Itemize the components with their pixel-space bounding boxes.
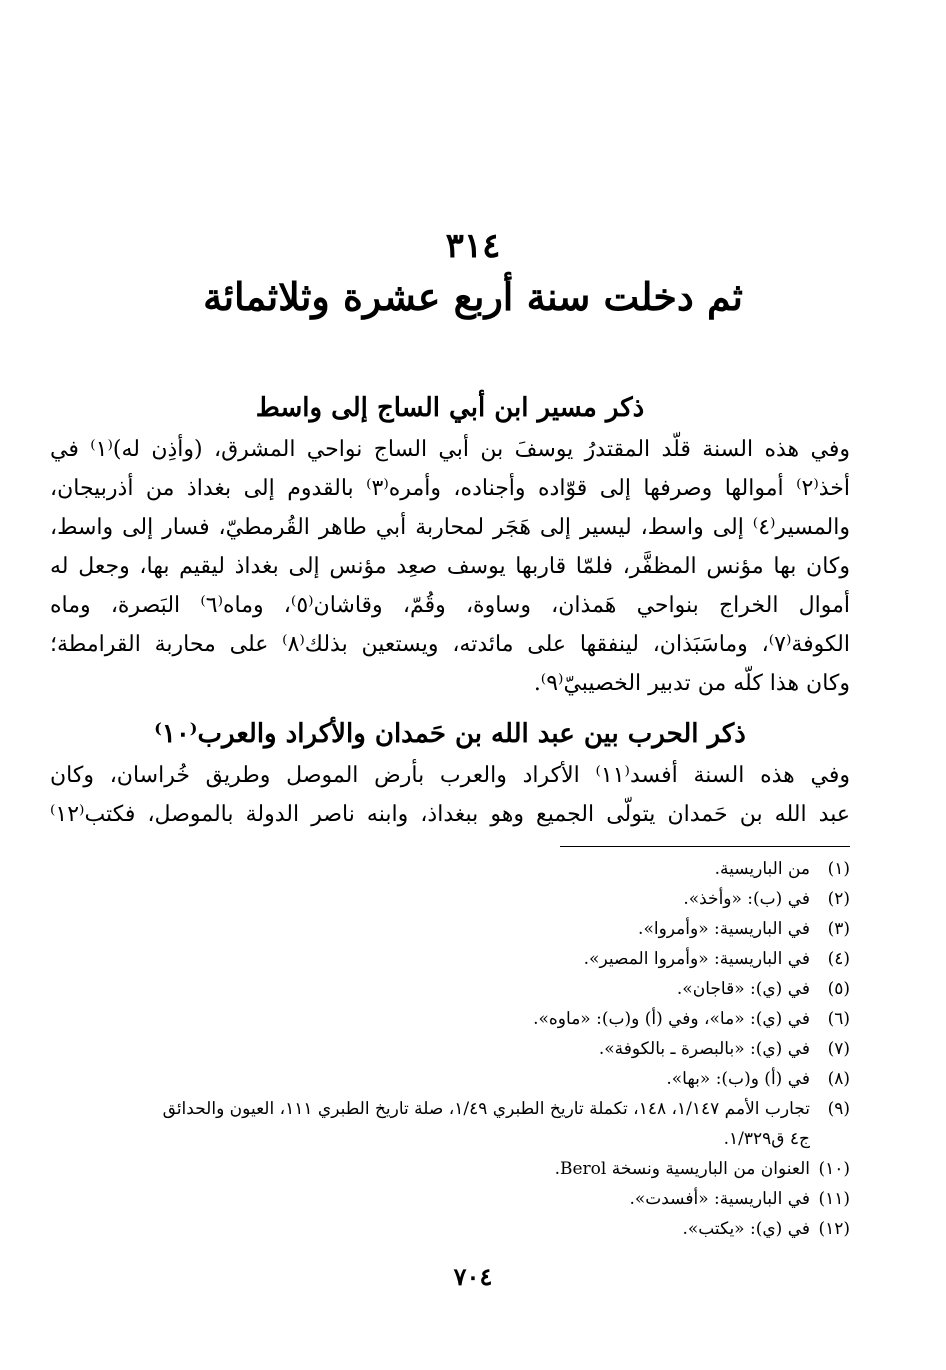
- text-line: الكوفة⁽٧⁾، وماسَبَذان، لينفقها على مائدته، ويستعين بذلك⁽٨⁾ على محاربة القرامطة؛: [50, 632, 850, 657]
- text-line: وفي هذه السنة أفسد⁽١١⁾ الأكراد والعرب بأرض الموصل وطريق خُراسان، وكان: [50, 763, 850, 788]
- section-body: [50, 430, 850, 703]
- footnote-text: تجارب الأمم ١/١٤٧، ١٤٨، تكملة تاريخ الطبري ١/٤٩، صلة تاريخ الطبري ١١١، العيون والحدائق: [162, 1099, 810, 1119]
- footnote-item: [50, 1184, 850, 1214]
- footnote-item: [50, 884, 850, 914]
- footnote-mark: (٣): [827, 919, 850, 939]
- footnote-text: في الباريسية: «وأمروا المصير».: [583, 949, 810, 969]
- footnote-mark: (١): [827, 859, 850, 879]
- footnote-text: في (ب): «وأخذ».: [683, 889, 810, 909]
- footnote-mark: (٩): [827, 1099, 850, 1119]
- footnote-item: [50, 974, 850, 1004]
- footnote-text: في (أ) و(ب): «بها».: [666, 1069, 810, 1089]
- text-line: أموال الخراج بنواحي هَمذان، وساوة، وقُمّ، وقاشان⁽٥⁾، وماه⁽٦⁾ البَصرة، وماه: [50, 593, 850, 618]
- footnote-item: [50, 914, 850, 944]
- footnote-mark: (٥): [827, 979, 850, 999]
- year-number: ٣١٤: [445, 226, 501, 266]
- footnote-mark: (١٠): [818, 1159, 850, 1179]
- footnotes: [50, 854, 850, 1244]
- footnote-mark: (٦): [827, 1009, 850, 1029]
- footnote-mark: (٤): [827, 949, 850, 969]
- footnote-text: في (ي): «قاجان».: [676, 979, 810, 999]
- section-heading: ذكر الحرب بين عبد الله بن حَمدان والأكراد والعرب⁽١٠⁾: [154, 719, 746, 749]
- text-line: وكان هذا كلّه من تدبير الخصيبيّ⁽٩⁾.: [533, 671, 850, 696]
- footnote-item: [50, 1154, 850, 1184]
- footnote-item: [50, 1094, 850, 1124]
- text-line: والمسير⁽٤⁾ إلى واسط، ليسير إلى هَجَر لمحاربة أبي طاهر القُرمطيّ، فسار إلى واسط،: [50, 515, 850, 540]
- footnote-mark: (١٢): [818, 1219, 850, 1239]
- footnote-item: [50, 854, 850, 884]
- footnote-mark: (٢): [827, 889, 850, 909]
- footnote-mark: (٧): [827, 1039, 850, 1059]
- text-line: وكان بها مؤنس المظفَّر، فلمّا قاربها يوسف صعِد مؤنس إلى بغداذ ليقيم بها، وجعل له: [50, 554, 850, 579]
- section-body: [50, 756, 850, 834]
- text-line: أخذ⁽٢⁾ أموالها وصرفها إلى قوّاده وأجناده، وأمره⁽٣⁾ بالقدوم إلى بغداذ من أذربيجان،: [50, 476, 850, 501]
- footnote-text: في (ي): «ما»، وفي (أ) و(ب): «ماوه».: [533, 1009, 810, 1029]
- footnote-mark: (٨): [827, 1069, 850, 1089]
- footnote-text: من الباريسية.: [714, 859, 810, 879]
- footnote-text: في الباريسية: «وأمروا».: [638, 919, 810, 939]
- footnote-item: [50, 1064, 850, 1094]
- footnote-text: العنوان من الباريسية ونسخة Berol.: [554, 1159, 810, 1179]
- section-heading: ذكر مسير ابن أبي الساج إلى واسط: [255, 393, 645, 423]
- text-line: عبد الله بن حَمدان يتولّى الجميع وهو ببغداذ، وابنه ناصر الدولة بالموصل، فكتب⁽١٢⁾: [50, 802, 850, 827]
- footnote-item: [50, 1214, 850, 1244]
- footnote-mark: (١١): [818, 1189, 850, 1209]
- page-title: ثم دخلت سنة أربع عشرة وثلاثمائة: [203, 274, 743, 319]
- footnote-item: [50, 944, 850, 974]
- section-ibn-abi-saj: [50, 386, 850, 703]
- footnote-item: [50, 1004, 850, 1034]
- section-war-hamdan: [50, 712, 850, 834]
- footnote-text: في الباريسية: «أفسدت».: [629, 1189, 810, 1209]
- page-number: ٧٠٤: [453, 1262, 493, 1291]
- text-line: وفي هذه السنة قلّد المقتدرُ يوسفَ بن أبي الساج نواحي المشرق، (وأذِن له)⁽١⁾ في: [50, 437, 850, 462]
- footnote-item: [50, 1034, 850, 1064]
- footnote-continuation: ج٤ ق١/٣٢٩.: [723, 1129, 810, 1149]
- footnote-text: في (ي): «بالبصرة ـ بالكوفة».: [598, 1039, 810, 1059]
- footnote-divider: [560, 846, 850, 847]
- footnote-text: في (ي): «يكتب».: [682, 1219, 810, 1239]
